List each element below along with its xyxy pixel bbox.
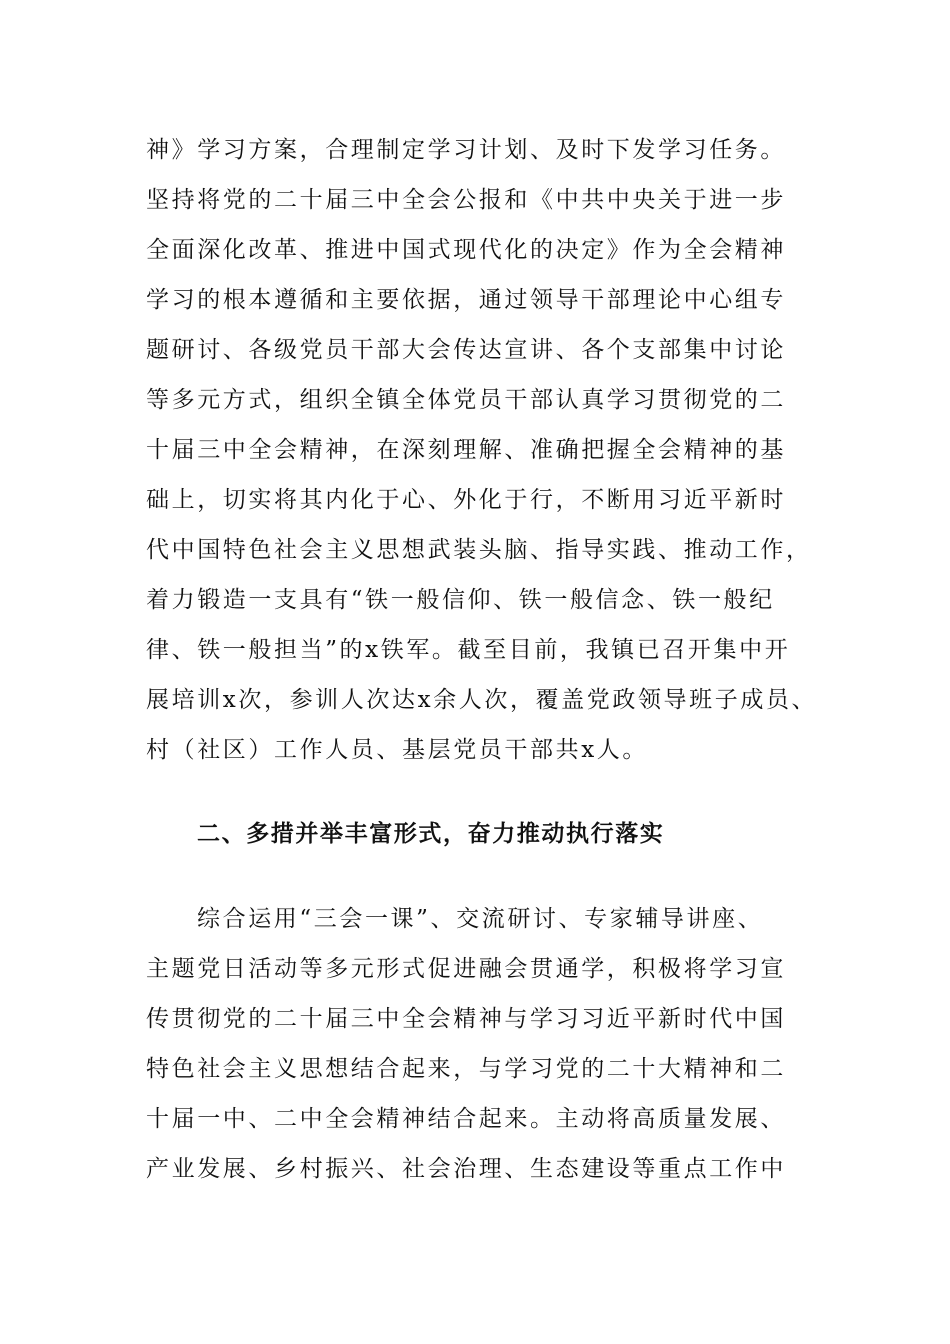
paragraph-line: 展培训x次，参训人次达x余人次，覆盖党政领导班子成员、: [146, 687, 818, 713]
paragraph-line: 着力锻造一支具有“铁一般信仰、铁一般信念、铁一般纪: [146, 587, 775, 613]
paragraph-line: 题研讨、各级党员干部大会传达宣讲、各个支部集中讨论: [146, 337, 786, 363]
section-heading: 二、多措并举丰富形式，奋力推动执行落实: [197, 821, 665, 847]
paragraph-line: 学习的根本遵循和主要依据，通过领导干部理论中心组专: [146, 287, 786, 313]
paragraph-line: 代中国特色社会主义思想武装头脑、指导实践、推动工作，: [146, 537, 812, 563]
paragraph-line: 主题党日活动等多元形式促进融会贯通学，积极将学习宣: [146, 956, 786, 982]
paragraph-line: 综合运用“三会一课”、交流研讨、专家辅导讲座、: [197, 906, 764, 932]
paragraph-line: 坚持将党的二十届三中全会公报和《中共中央关于进一步: [146, 187, 786, 213]
paragraph-line: 特色社会主义思想结合起来，与学习党的二十大精神和二: [146, 1056, 786, 1082]
paragraph-line: 十届一中、二中全会精神结合起来。主动将高质量发展、: [146, 1106, 786, 1132]
paragraph-line: 村（社区）工作人员、基层党员干部共x人。: [146, 737, 648, 763]
paragraph-line: 全面深化改革、推进中国式现代化的决定》作为全会精神: [146, 237, 786, 263]
paragraph-line: 神》学习方案，合理制定学习计划、及时下发学习任务。: [146, 137, 786, 163]
paragraph-line: 等多元方式，组织全镇全体党员干部认真学习贯彻党的二: [146, 387, 786, 413]
paragraph-line: 律、铁一般担当”的x铁军。截至目前，我镇已召开集中开: [146, 637, 791, 663]
paragraph-line: 础上，切实将其内化于心、外化于行，不断用习近平新时: [146, 487, 786, 513]
paragraph-line: 十届三中全会精神，在深刻理解、准确把握全会精神的基: [146, 437, 786, 463]
paragraph-line: 产业发展、乡村振兴、社会治理、生态建设等重点工作中: [146, 1156, 786, 1182]
paragraph-line: 传贯彻党的二十届三中全会精神与学习习近平新时代中国: [146, 1006, 786, 1032]
